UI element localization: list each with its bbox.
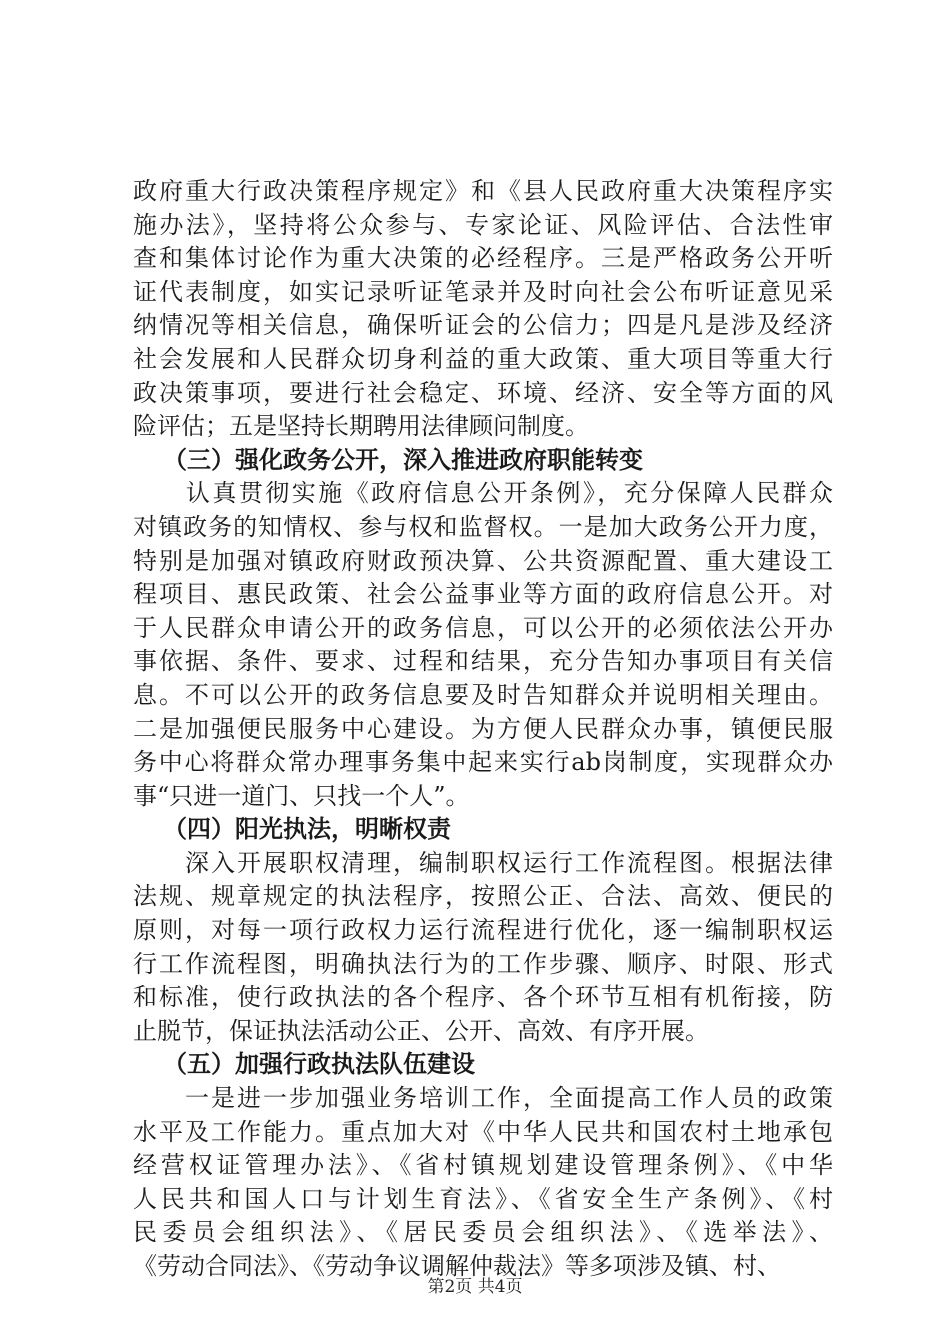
document-body (133, 175, 833, 1284)
body-paragraph (133, 477, 833, 813)
paragraph-line: 事依据、条件、要求、过程和结果，充分告知办事项目有关信 (133, 647, 833, 676)
paragraph-line: 法规、规章规定的执法程序，按照公正、合法、高效、便民的 (133, 882, 833, 911)
paragraph-line: 原则，对每一项行政权力运行流程进行优化，逐一编制职权运 (133, 916, 833, 945)
paragraph-line: 一是进一步加强业务培训工作，全面提高工作人员的政策 (133, 1084, 833, 1113)
paragraph-line: 止脱节，保证执法活动公正、公开、高效、有序开展。 (133, 1016, 709, 1045)
section-heading: （五）加强行政执法队伍建设 (163, 1050, 475, 1079)
paragraph-line: 水平及工作能力。重点加大对《中华人民共和国农村土地承包 (133, 1117, 833, 1146)
paragraph-line: 施办法》，坚持将公众参与、专家论证、风险评估、合法性审 (133, 210, 833, 239)
paragraph-line: 行工作流程图，明确执法行为的工作步骤、顺序、时限、形式 (133, 949, 833, 978)
page-footer: 第2页 共4页 (427, 1277, 523, 1297)
paragraph-line: 政府重大行政决策程序规定》和《县人民政府重大决策程序实 (133, 177, 833, 205)
paragraph-line: 事“只进一道门、只找一个人”。 (133, 781, 470, 810)
paragraph-line: 纳情况等相关信息，确保听证会的公信力；四是凡是涉及经济 (133, 311, 833, 340)
paragraph-line: 特别是加强对镇政府财政预决算、公共资源配置、重大建设工 (133, 546, 833, 575)
paragraph-line: 社会发展和人民群众切身利益的重大政策、重大项目等重大行 (133, 344, 833, 373)
paragraph-line: 息。不可以公开的政务信息要及时告知群众并说明相关理由。 (133, 680, 833, 709)
paragraph-line: 经营权证管理办法》、《省村镇规划建设管理条例》、《中华 (133, 1151, 833, 1180)
paragraph-line: 认真贯彻实施《政府信息公开条例》，充分保障人民群众 (133, 479, 833, 508)
section-heading: （三）强化政务公开，深入推进政府职能转变 (163, 445, 643, 474)
paragraph-line: 二是加强便民服务中心建设。为方便人民群众办事，镇便民服 (133, 714, 833, 743)
paragraph-line: 程项目、惠民政策、社会公益事业等方面的政府信息公开。对 (133, 580, 833, 609)
body-paragraph (133, 175, 833, 444)
paragraph-line: 证代表制度，如实记录听证笔录并及时向社会公布听证意见采 (133, 277, 833, 306)
paragraph-line: 《劳动合同法》、《劳动争议调解仲裁法》等多项涉及镇、村、 (133, 1252, 781, 1280)
paragraph-line: 于人民群众申请公开的政务信息，可以公开的必须依法公开办 (133, 613, 833, 642)
paragraph-line: 务中心将群众常办理事务集中起来实行ab岗制度，实现群众办 (133, 748, 833, 777)
section-heading: （四）阳光执法，明晰权责 (163, 815, 451, 844)
paragraph-line: 政决策事项，要进行社会稳定、环境、经济、安全等方面的风 (133, 378, 833, 407)
paragraph-line: 人民共和国人口与计划生育法》、《省安全生产条例》、《村 (133, 1184, 833, 1213)
paragraph-line: 对镇政务的知情权、参与权和监督权。一是加大政务公开力度， (133, 512, 833, 541)
paragraph-line: 深入开展职权清理，编制职权运行工作流程图。根据法律 (133, 848, 833, 877)
paragraph-line: 险评估；五是坚持长期聘用法律顾问制度。 (133, 412, 589, 441)
paragraph-line: 和标准，使行政执法的各个程序、各个环节互相有机衔接，防 (133, 983, 833, 1012)
body-paragraph (133, 847, 833, 1049)
paragraph-line: 民委员会组织法》、《居民委员会组织法》、《选举法》、 (133, 1218, 833, 1247)
paragraph-line: 查和集体讨论作为重大决策的必经程序。三是严格政务公开听 (133, 244, 833, 273)
body-paragraph (133, 1082, 833, 1284)
